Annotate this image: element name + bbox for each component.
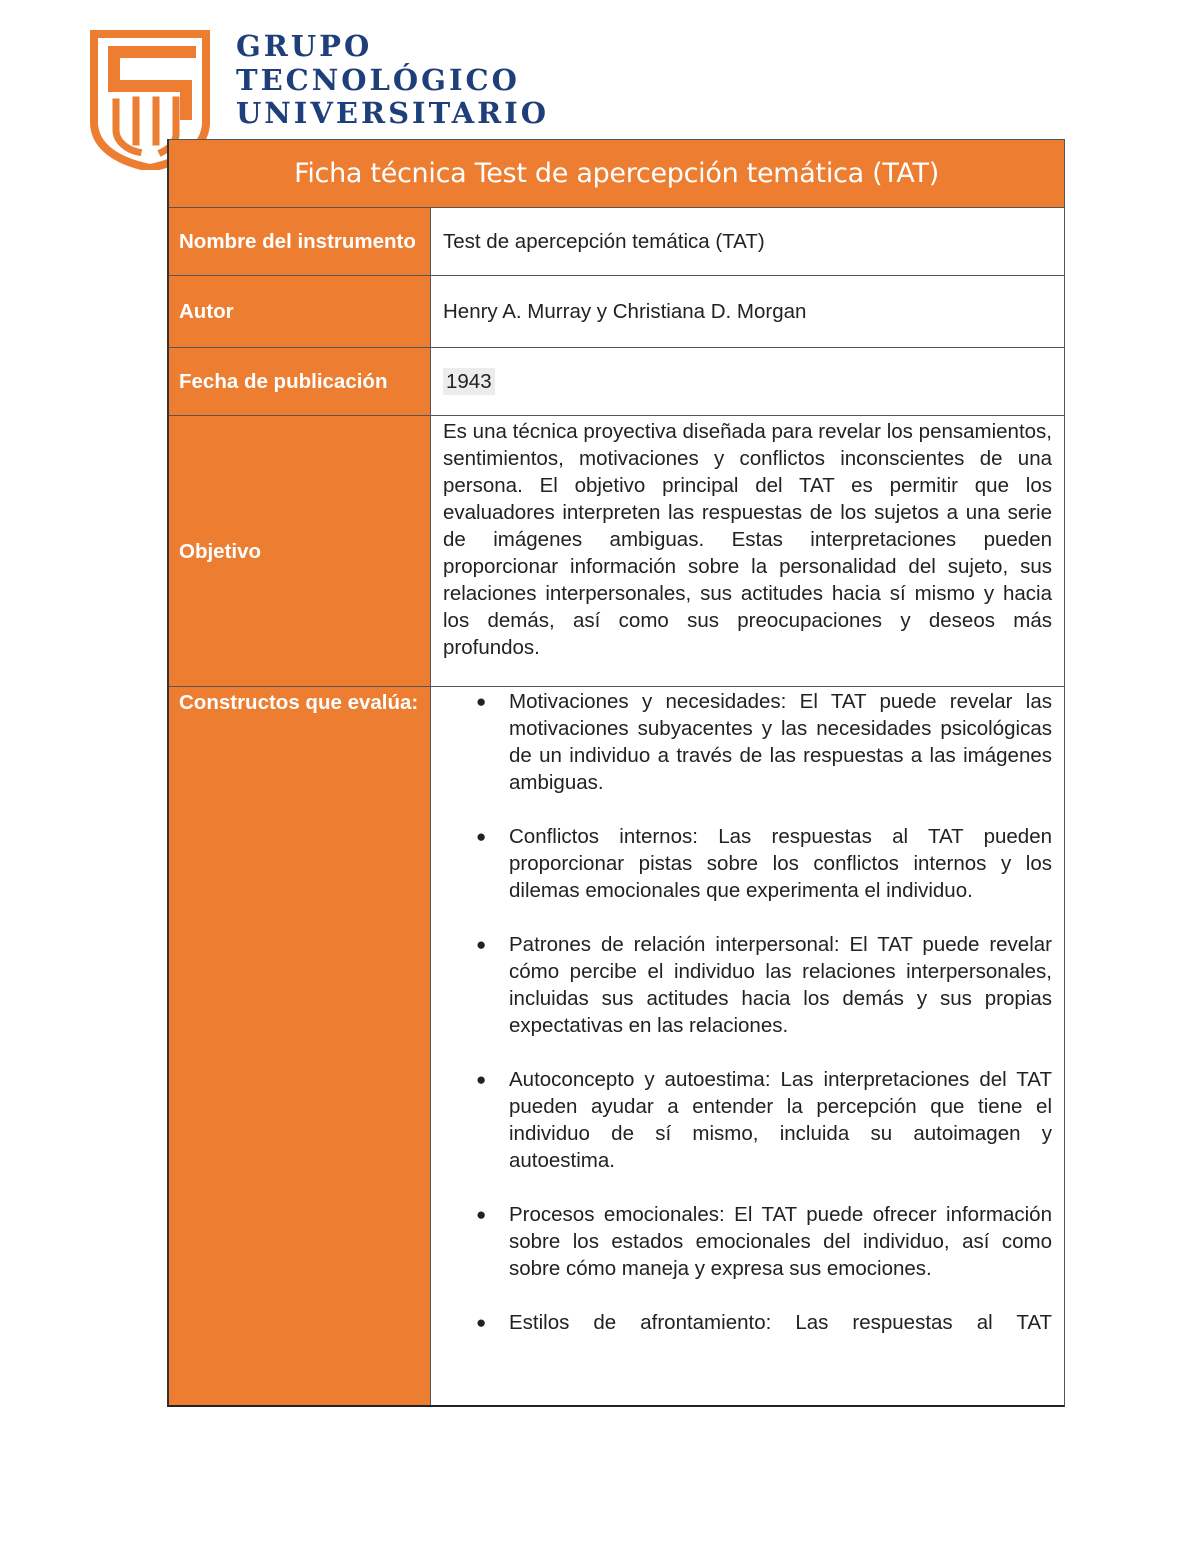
label-instrument-name: Nombre del instrumento: [169, 208, 431, 275]
value-publication-date-cell: [431, 348, 1064, 415]
label-author: Autor: [169, 276, 431, 347]
value-constructs: [431, 687, 1064, 1407]
institution-name: [236, 30, 549, 131]
bullet-icon: ●: [476, 1070, 487, 1089]
label-constructs: Constructos que evalúa:: [169, 687, 431, 1407]
value-objective: Es una técnica proyectiva diseñada para revelar los pensamientos, sentimientos, motivaciones y conflictos inconscientes de una persona. El objetivo principal del TAT es permitir que los evaluadores interpreten las respuestas de los sujetos a una serie de imágenes ambiguas. Estas interpretaciones pueden proporcionar información sobre la personalidad del sujeto, sus relaciones interpersonales, sus actitudes hacia sí mismo y hacia los demás, así como sus preocupaciones y deseos más profundos.: [443, 420, 1052, 659]
row-instrument-name: [169, 208, 1064, 276]
bullet-icon: ●: [476, 1205, 487, 1224]
institution-name-line-3: UNIVERSITARIO: [236, 96, 549, 130]
institution-name-line-1: GRUPO: [236, 29, 373, 63]
bullet-icon: ●: [476, 935, 487, 954]
list-item: ● Motivaciones y necesidades: El TAT puede revelar las motivaciones subyacentes y las necesidades psicológicas de un individuo a través de las respuestas a las imágenes ambiguas.: [476, 690, 1052, 794]
list-item: ● Conflictos internos: Las respuestas al TAT pueden proporcionar pistas sobre los conflictos internos y los dilemas emocionales que experimenta el individuo.: [476, 825, 1052, 902]
bullet-icon: ●: [476, 1313, 487, 1332]
value-instrument-name: Test de apercepción temática (TAT): [443, 230, 765, 253]
row-author: [169, 276, 1064, 348]
value-author: Henry A. Murray y Christiana D. Morgan: [443, 300, 807, 323]
bullet-icon: ●: [476, 827, 487, 846]
constructs-list: [439, 688, 1052, 1363]
row-publication-date: [169, 348, 1064, 416]
list-item: ● Autoconcepto y autoestima: Las interpretaciones del TAT pueden ayudar a entender la percepción que tiene el individuo de sí mismo, incluida su autoimagen y autoestima.: [476, 1068, 1052, 1172]
label-objective: Objetivo: [169, 416, 431, 686]
list-item: ● Procesos emocionales: El TAT puede ofrecer información sobre los estados emocionales del individuo, así como sobre cómo maneja y expresa sus emociones.: [476, 1203, 1052, 1280]
list-item: ● Estilos de afrontamiento: Las respuestas al TAT: [476, 1311, 1052, 1334]
row-constructs: [169, 687, 1064, 1407]
label-publication-date: Fecha de publicación: [169, 348, 431, 415]
value-publication-date: 1943: [443, 368, 495, 395]
bullet-icon: ●: [476, 692, 487, 711]
institution-name-line-2: TECNOLÓGICO: [236, 62, 520, 97]
technical-sheet-table: [167, 139, 1065, 1407]
list-item: ● Patrones de relación interpersonal: El TAT puede revelar cómo percibe el individuo las relaciones interpersonales, incluidas sus actitudes hacia los demás y sus propias expectativas en las relaciones.: [476, 933, 1052, 1037]
row-objective: [169, 416, 1064, 687]
sheet-title: Ficha técnica Test de apercepción temática (TAT): [169, 139, 1064, 208]
